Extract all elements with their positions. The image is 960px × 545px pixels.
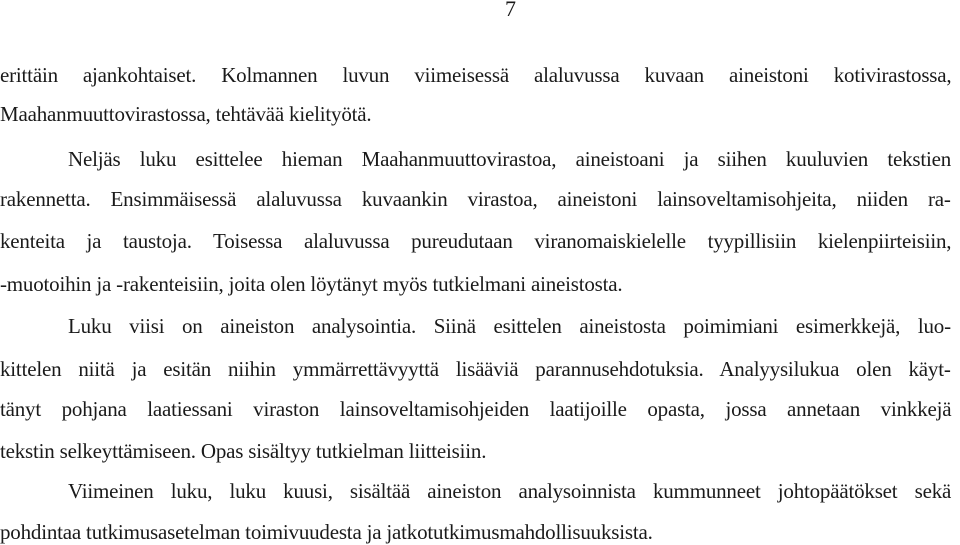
text-line-6: -muotoihin ja -rakenteisiin, joita olen löytänyt myös tutkielmani aineistosta.: [0, 272, 623, 296]
text-line-5: kenteita ja taustoja. Toisessa alaluvussa pureudutaan viranomaiskielelle tyypillisiin kielenpiirteisiin,: [0, 229, 952, 253]
text-line-2: Maahanmuuttovirastossa, tehtävää kielityötä.: [0, 102, 372, 126]
text-line-1: erittäin ajankohtaiset. Kolmannen luvun viimeisessä alaluvussa kuvaan aineistoni kotivirastossa,: [0, 63, 952, 87]
text-line-3: Neljäs luku esittelee hieman Maahanmuuttovirastoa, aineistoani ja siihen kuuluvien tekstien: [68, 147, 952, 171]
text-line-12: pohdintaa tutkimusasetelman toimivuudesta ja jatkotutkimusmahdollisuuksista.: [0, 520, 653, 544]
text-line-8: kittelen niitä ja esitän niihin ymmärrettävyyttä lisääviä parannusehdotuksia. Analyysilukua olen käyt-: [0, 357, 951, 381]
text-line-9: tänyt pohjana laatiessani viraston lainsoveltamisohjeiden laatijoille opasta, jossa annetaan vinkkejä: [0, 397, 952, 421]
text-line-11: Viimeinen luku, luku kuusi, sisältää aineiston analysoinnista kummunneet johtopäätökset sekä: [68, 479, 952, 503]
text-line-10: tekstin selkeyttämiseen. Opas sisältyy tutkielman liitteisiin.: [0, 439, 487, 463]
text-line-4: rakennetta. Ensimmäisessä alaluvussa kuvaankin virastoa, aineistoni lainsoveltamisohjeita, niiden ra-: [0, 187, 951, 211]
text-line-7: Luku viisi on aineiston analysointia. Siinä esittelen aineistosta poimimiani esimerkkejä, luo-: [68, 314, 951, 338]
page-number: 7: [505, 0, 516, 21]
